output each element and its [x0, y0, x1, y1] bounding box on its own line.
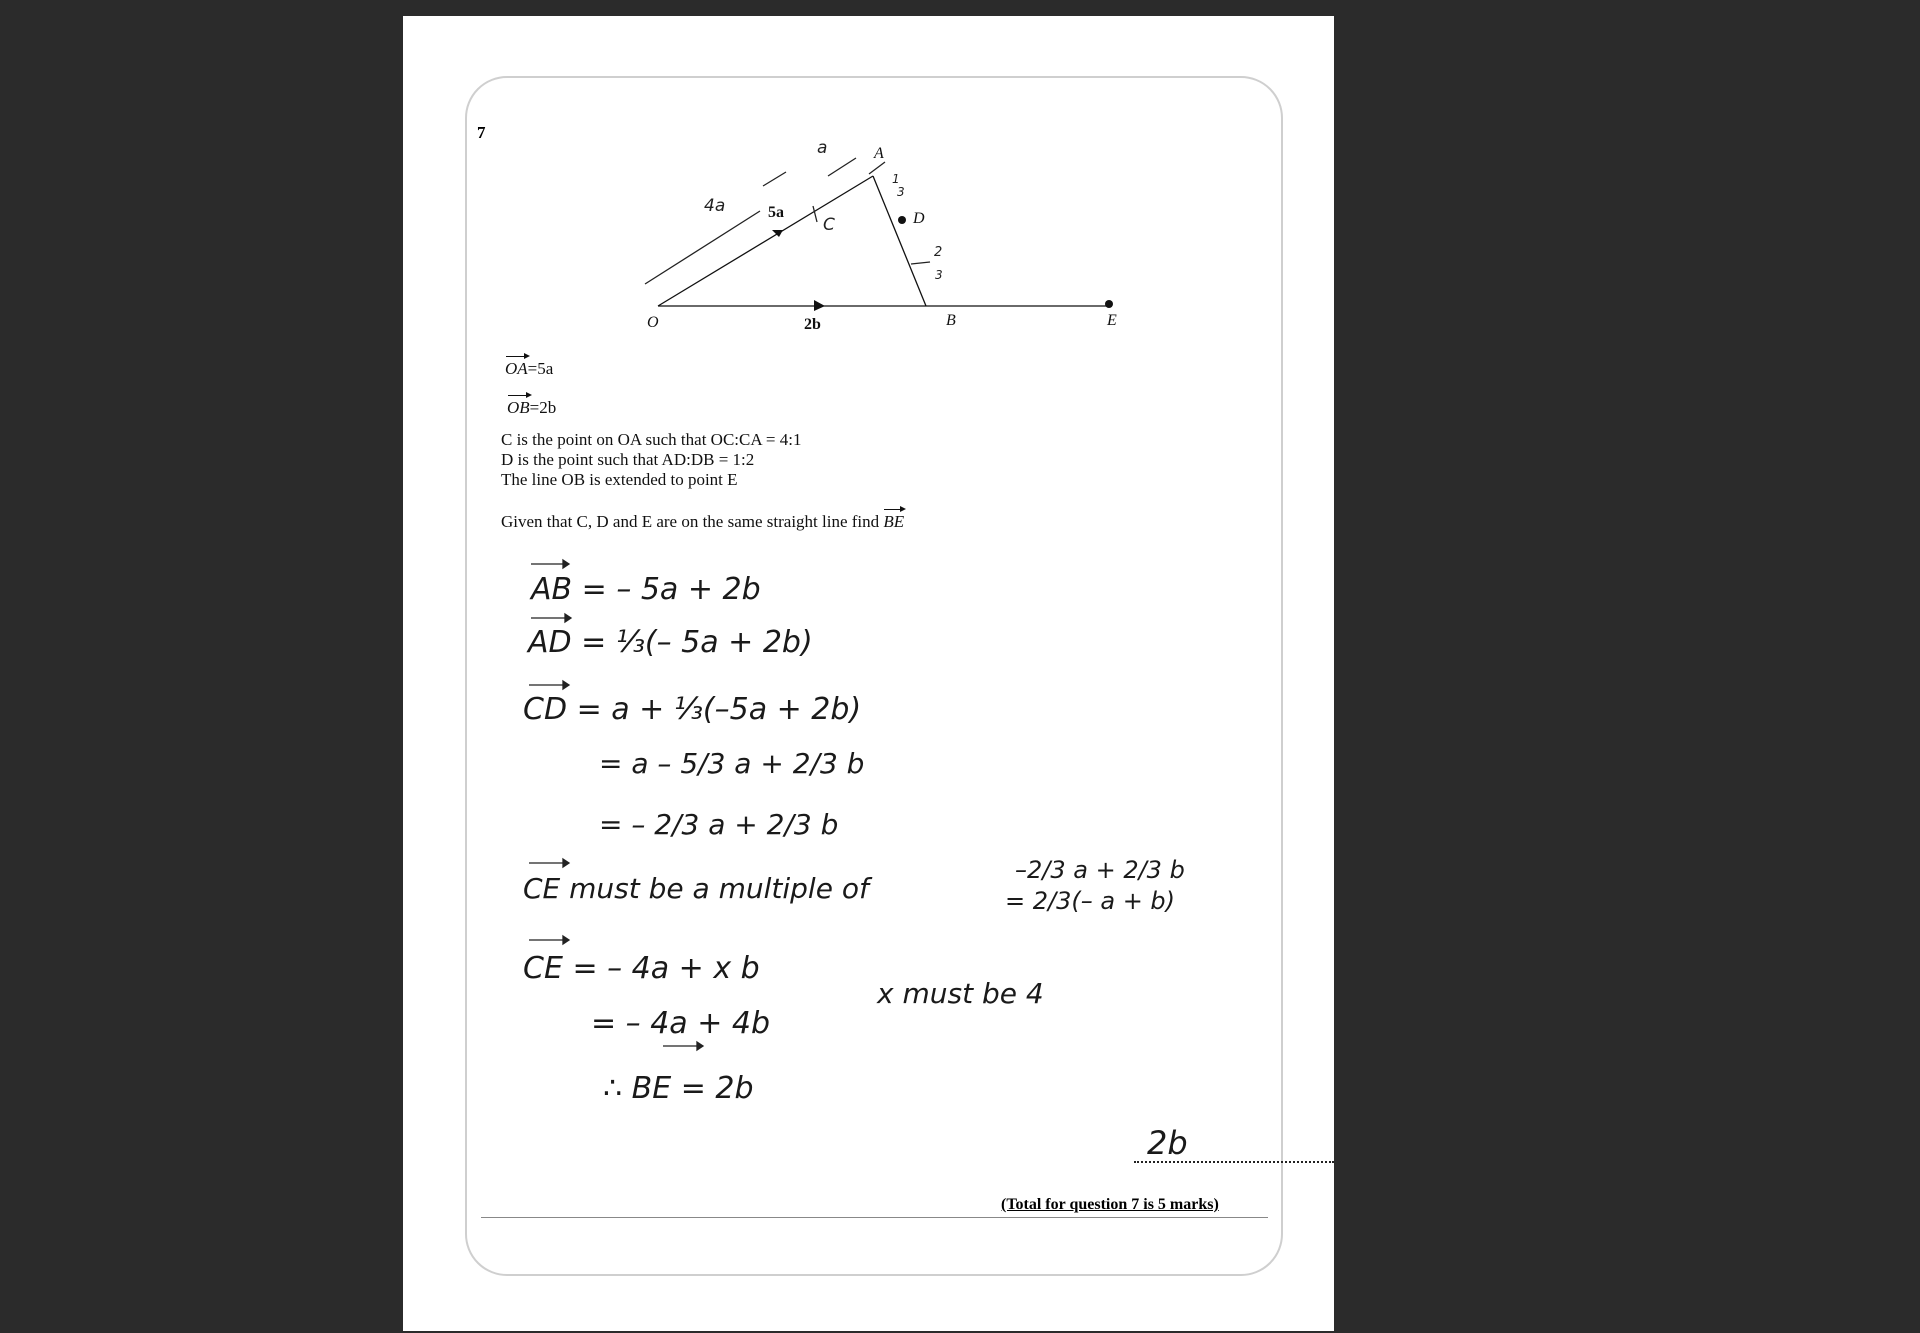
answer-value: 2b	[1147, 1124, 1188, 1156]
label-o: O	[647, 314, 659, 331]
hand-label-a: a	[817, 138, 828, 158]
working-ce: CE = – 4a + x b	[523, 951, 760, 986]
bottom-rule	[481, 1217, 1268, 1218]
statement-d: D is the point such that AD:DB = 1:2	[501, 450, 755, 469]
working-ce-multiple: CE must be a multiple of	[523, 872, 869, 905]
answer-line	[1134, 1161, 1334, 1163]
hand-frac-3: 3	[897, 185, 905, 199]
working-ad: AD = ⅓(– 5a + 2b)	[528, 625, 813, 660]
working-be: ∴ BE = 2b	[603, 1071, 754, 1106]
working-multiple-expr: –2/3 a + 2/3 b	[1015, 856, 1185, 884]
question-prompt: Given that C, D and E are on the same straight line find BE	[501, 512, 905, 531]
working-ab: AB = – 5a + 2b	[531, 572, 761, 607]
hand-frac-3b: 3	[935, 268, 943, 282]
label-5a: 5a	[768, 204, 784, 221]
label-a: A	[874, 145, 884, 162]
statement-e: The line OB is extended to point E	[501, 470, 738, 489]
hand-label-c: C	[823, 215, 835, 235]
handwritten-working	[403, 16, 1334, 1156]
given-ob: OB=2b	[507, 398, 557, 417]
working-cd-2: = a – 5/3 a + 2/3 b	[599, 747, 865, 780]
label-b: B	[946, 312, 956, 329]
label-2b: 2b	[804, 316, 821, 333]
question-number: 7	[477, 123, 486, 142]
working-multiple-factored: = 2/3(– a + b)	[1005, 887, 1176, 915]
hand-frac-2: 2	[934, 245, 943, 260]
exam-page	[403, 16, 1334, 1331]
given-oa: OA=5a	[505, 359, 554, 378]
working-cd-3: = – 2/3 a + 2/3 b	[599, 808, 839, 841]
label-d: D	[913, 210, 925, 227]
working-ce-2: = – 4a + 4b	[591, 1006, 771, 1041]
hand-frac-1: 1	[892, 172, 900, 186]
total-marks: (Total for question 7 is 5 marks)	[1001, 1196, 1219, 1213]
hand-label-4a: 4a	[704, 196, 726, 216]
working-x-value: x must be 4	[877, 977, 1044, 1010]
statement-c: C is the point on OA such that OC:CA = 4:1	[501, 430, 802, 449]
working-cd: CD = a + ⅓(–5a + 2b)	[523, 692, 862, 727]
label-e: E	[1107, 312, 1117, 329]
